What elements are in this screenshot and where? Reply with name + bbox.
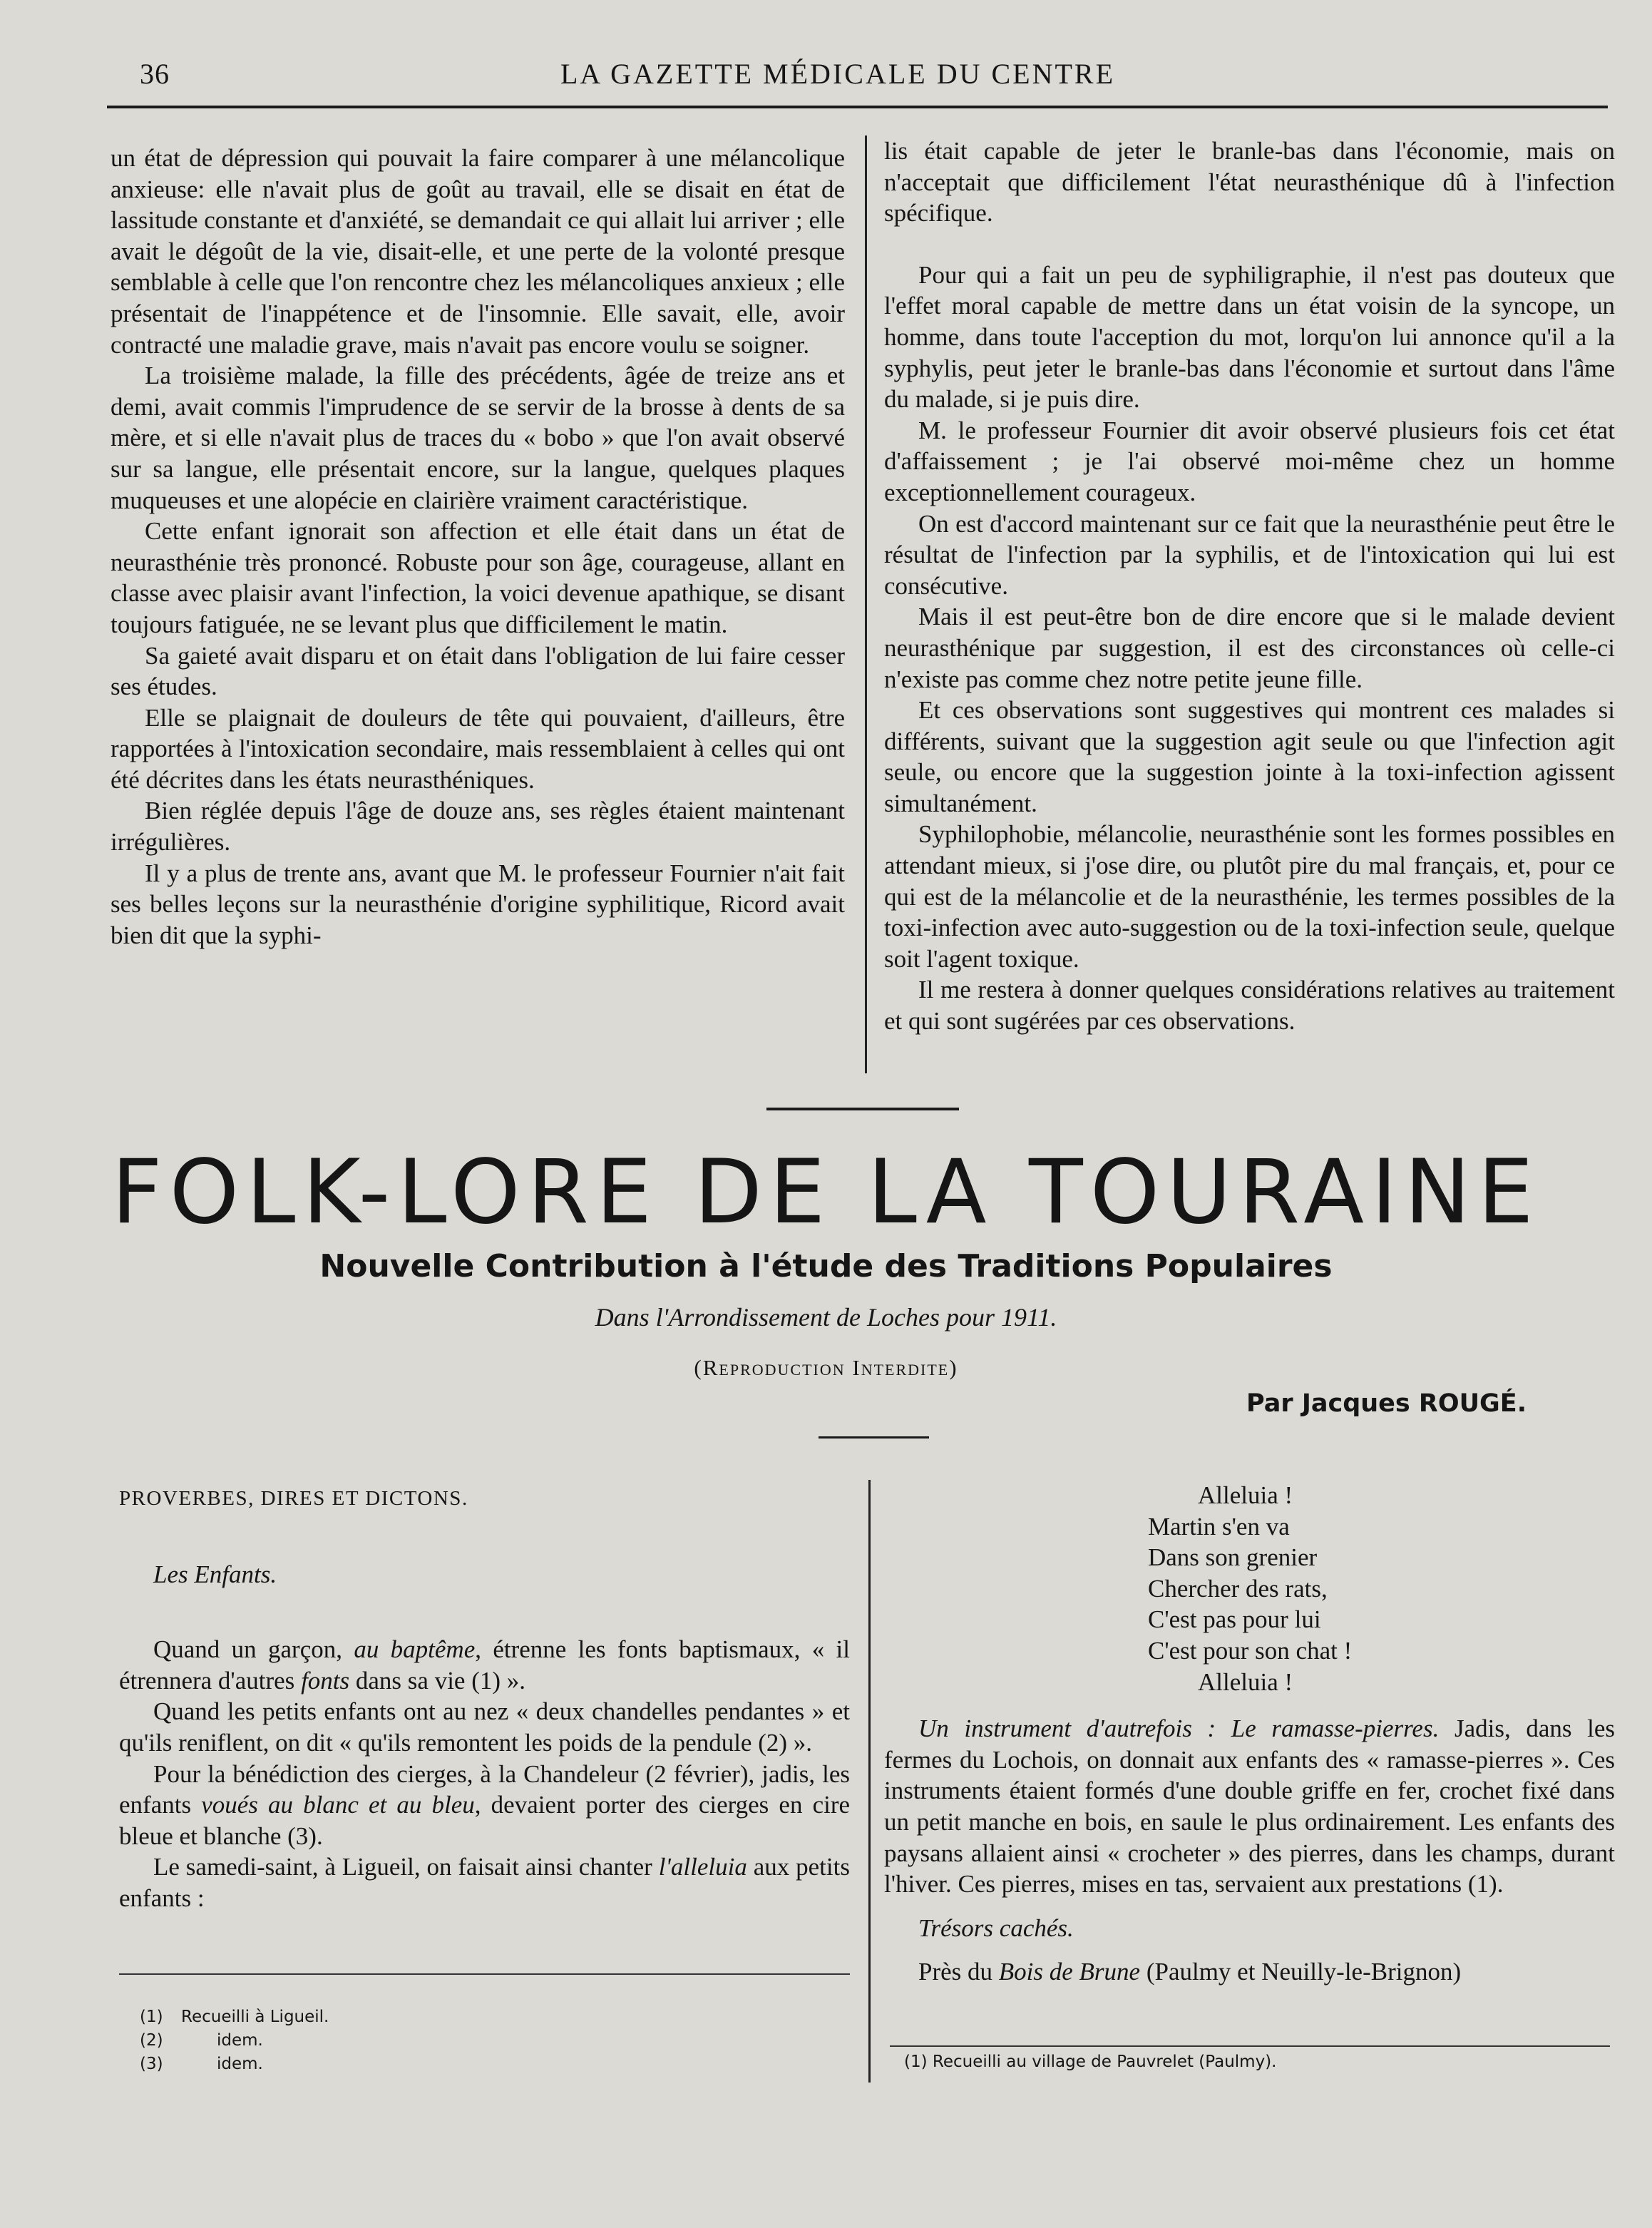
poem-line: Alleluia ! (1198, 1481, 1293, 1509)
page-number: 36 (140, 58, 170, 90)
section-separator (766, 1108, 959, 1110)
article-title: FOLK-LORE DE LA TOURAINE (111, 1141, 1541, 1244)
poem-line: C'est pas pour lui (1148, 1605, 1321, 1634)
footnotes-left (140, 2005, 329, 2076)
poem-line: Dans son grenier (1148, 1543, 1318, 1572)
poem-line: Alleluia ! (1198, 1667, 1293, 1696)
footnote-rule (119, 1973, 850, 1975)
paragraph: Cette enfant ignorait son affection et elle était dans un état de neurasthénie très prononcé. Robuste pour son âge, courageuse, allant en classe avec plaisir avant l'infection, la voici devenue apathique, se disant toujours fatiguée, ne se levant plus que difficilement le matin. (111, 517, 845, 638)
paragraph: Pour la bénédiction des cierges, à la Chandeleur (2 février), jadis, les enfants voués au blanc et au bleu, devaient porter des cierges en cire bleue et blanche (3). (119, 1759, 851, 1850)
section-heading: PROVERBES, DIRES ET DICTONS. (119, 1487, 468, 1510)
header-rule (107, 106, 1608, 108)
article2-left-column (119, 1483, 850, 1914)
paragraph: On est d'accord maintenant sur ce fait que la neurasthénie peut être le résultat de l'infection par la syphilis, et de l'intoxication qui lui est consécutive. (884, 509, 1615, 600)
paragraph: Elle se plaignait de douleurs de tête qui pouvaient, d'ailleurs, être rapportées à l'intoxication secondaire, mais ressemblaient à celles qui ont été décrites dans les états neurasthéniques. (111, 703, 845, 794)
paragraph: Quand les petits enfants ont au nez « deux chandelles pendantes » et qu'ils reniflent, on dit « qu'ils remontent les poids de la pendule (2) ». (119, 1697, 850, 1757)
article1-right-column (884, 136, 1615, 1037)
paragraph: Le samedi-saint, à Ligueil, on faisait ainsi chanter l'alleluia aux petits enfants : (119, 1853, 850, 1912)
paragraph: La troisième malade, la fille des précédents, âgée de treize ans et demi, avait commis l'imprudence de se servir de la brosse à dents de sa mère, et si elle n'avait plus de traces du « bobo » que l'on avait observé sur sa langue, elle présentait encore, sur la langue, quelques plaques muqueuses et une alopécie en clairière vraiment caractéristique. (111, 362, 845, 514)
footnote-right: (1) Recueilli au village de Pauvrelet (Paulmy). (904, 2053, 1277, 2071)
subsection-heading: Les Enfants. (153, 1560, 277, 1588)
paragraph: un état de dépression qui pouvait la faire comparer à une mélancolique anxieuse: elle n'avait plus de goût au travail, elle se disait en état de lassitude constante et d'anxiété, se demandait ce qui allait lui arriver ; elle avait le dégoût de la vie, disait-elle, et une perte de la volonté presque semblable à celle que l'on rencontre chez les mélancoliques anxieux ; elle présentait de l'inappétence et de l'insomnie. Elle savait, elle, avoir contracté une maladie grave, mais n'avait pas encore voulu se soigner. (111, 144, 845, 359)
footnote-rule (890, 2045, 1610, 2047)
paragraph: M. le professeur Fournier dit avoir observé plusieurs fois cet état d'affaissement ; je l'ai observé moi-même chez un homme exceptionnellement courageux. (884, 416, 1615, 506)
footnote: (2) idem. (140, 2031, 263, 2050)
article2-right-column (884, 1480, 1615, 1988)
poem-line: Martin s'en va (1148, 1512, 1290, 1540)
paragraph: lis était capable de jeter le branle-bas dans l'économie, mais on n'acceptait que difficilement l'état neurasthénique dû à l'infection spécifique. (884, 137, 1615, 228)
journal-title: LA GAZETTE MÉDICALE DU CENTRE (560, 58, 1116, 90)
paragraph: Pour qui a fait un peu de syphiligraphie, il n'est pas douteux que l'effet moral capable de mettre dans un état voisin de la syncope, un homme, dans toute l'acception du mot, lorqu'on lui annonce qu'il a la syphylis, peut jeter le branle-bas dans l'économie et surtout dans l'âme du malade, si je puis dire. (884, 260, 1615, 414)
paragraph: Un instrument d'autrefois : Le ramasse-pierres. Jadis, dans les fermes du Lochois, on donnait aux enfants des « ramasse-pierres ». Ces instruments étaient formés d'une double griffe en fer, crochet fixé dans un petit manche en bois, en saule le plus ordinairement. Les enfants des paysans allaient ainsi « crocheter » des pierres, dans les champs, durant l'hiver. Ces pierres, mises en tas, servaient aux prestations (1). (884, 1715, 1615, 1899)
subsection-heading: Trésors cachés. (918, 1913, 1074, 1942)
article-place: Dans l'Arrondissement de Loches pour 1911. (595, 1303, 1057, 1332)
paragraph: Il me restera à donner quelques considérations relatives au traitement et qui sont sugérées par ces observations. (884, 976, 1615, 1036)
paragraph: Syphilophobie, mélancolie, neurasthénie sont les formes possibles en attendant mieux, si j'ose dire, ou plutôt pire du mal français, et, pour ce qui est de la mélancolie et de la neurasthénie, les termes possibles de la toxi-infection avec auto-suggestion ou de la toxi-infection seule, quelque soit l'agent toxique. (884, 820, 1615, 973)
poem (1148, 1480, 1615, 1697)
paragraph: Mais il est peut-être bon de dire encore que si le malade devient neurasthénique par suggestion, il est des circonstances où celle-ci n'existe pas comme chez notre petite jeune fille. (884, 603, 1615, 693)
poem-line: Chercher des rats, (1148, 1574, 1328, 1603)
article-author: Par Jacques ROUGÉ. (1246, 1389, 1527, 1418)
paragraph: Il y a plus de trente ans, avant que M. le professeur Fournier n'ait fait ses belles leçons sur la neurasthénie d'origine syphilitique, Ricord avait bien dit que la syphi- (111, 859, 845, 949)
paragraph: Bien réglée depuis l'âge de douze ans, ses règles étaient maintenant irrégulières. (111, 797, 845, 857)
reproduction-notice: (Reproduction Interdite) (694, 1355, 958, 1380)
column-divider (868, 1480, 871, 2083)
footnote: (3) idem. (140, 2055, 263, 2073)
paragraph: Quand un garçon, au baptême, étrenne les fonts baptismaux, « il étrennera d'autres fonts dans sa vie (1) ». (119, 1635, 850, 1695)
heading-separator (819, 1436, 929, 1439)
column-divider (865, 136, 867, 1073)
article1-left-column (111, 143, 845, 951)
paragraph: Et ces observations sont suggestives qui montrent ces malades si différents, suivant que la suggestion agit seule ou que l'infection agit seule, ou encore que la suggestion jointe à la toxi-infection agissent simultanément. (884, 696, 1615, 817)
paragraph: Sa gaieté avait disparu et on était dans l'obligation de lui faire cesser ses études. (111, 641, 845, 701)
footnote: (1) Recueilli à Ligueil. (140, 2008, 329, 2026)
paragraph: Près du Bois de Brune (Paulmy et Neuilly-le-Brignon) (918, 1958, 1462, 1986)
poem-line: C'est pour son chat ! (1148, 1636, 1353, 1665)
article-subtitle: Nouvelle Contribution à l'étude des Traditions Populaires (319, 1248, 1333, 1284)
